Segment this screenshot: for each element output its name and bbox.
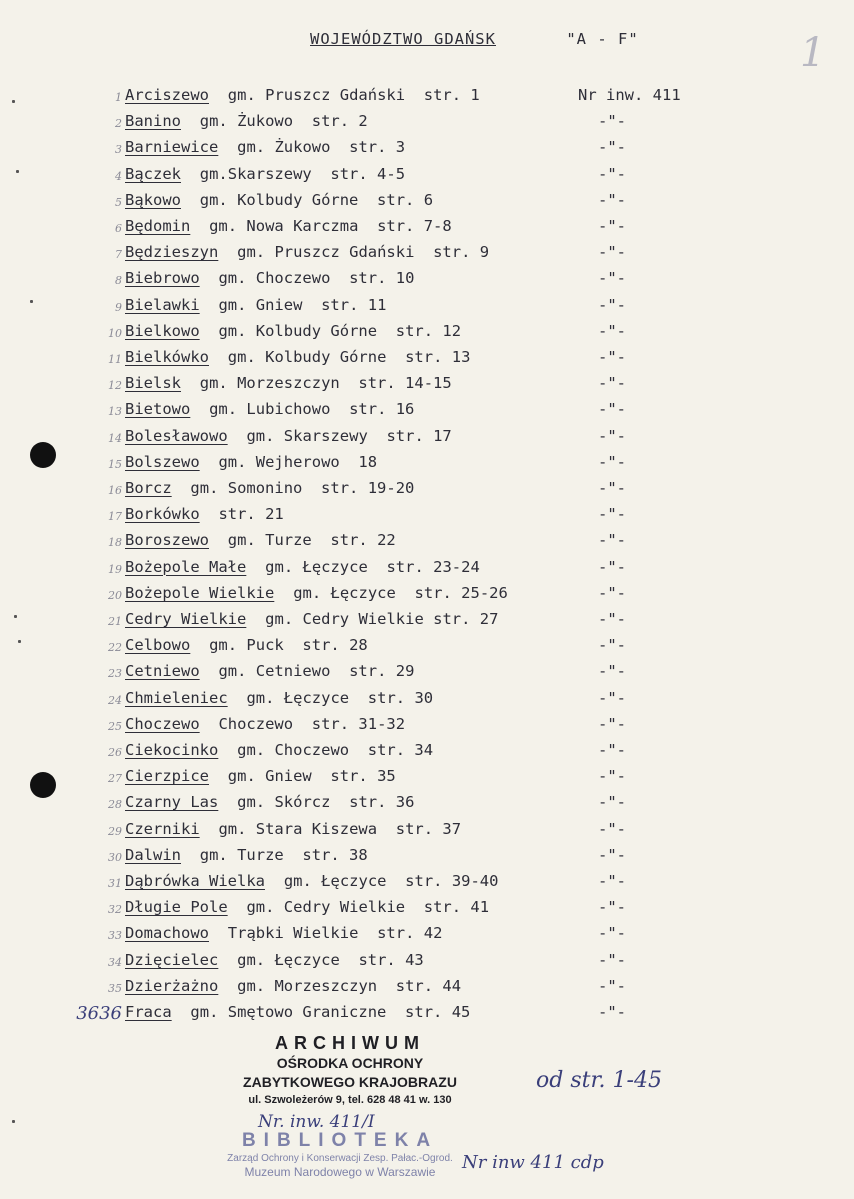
place-details: gm. Turze str. 22 (227, 531, 396, 550)
row-number: 17 (108, 510, 122, 524)
library-stamp-line-3: Muzeum Narodowego w Warszawie (244, 1165, 436, 1179)
place-name: Bączek (125, 164, 181, 183)
row-number: 34 (108, 955, 122, 969)
row-number: 4 (115, 169, 122, 183)
ditto-mark: -"- (598, 217, 626, 235)
ditto-mark: -"- (598, 505, 626, 524)
ditto-mark: -"- (598, 400, 626, 419)
place-name: Bielkowo (125, 321, 200, 340)
list-item (0, 86, 854, 110)
ditto-mark: -"- (598, 479, 626, 497)
row-number: 16 (108, 484, 122, 497)
place-name: Bożepole Małe (125, 557, 247, 576)
place-name: Banino (125, 112, 181, 131)
ditto-mark: -"- (598, 662, 626, 681)
row-number: 15 (108, 457, 122, 471)
place-details: gm. Żukowo str. 2 (199, 112, 368, 131)
row-number: 9 (115, 300, 122, 314)
place-name: Domachowo (125, 924, 209, 943)
row-number: 29 (108, 824, 122, 838)
place-details: gm. Skarszewy str. 17 (246, 426, 452, 445)
stamp-line-4: ul. Szwoleżerów 9, tel. 628 48 41 w. 130 (248, 1094, 452, 1106)
place-name: Będomin (125, 217, 191, 235)
margin-mark (16, 170, 19, 173)
place-details: gm. Kolbudy Górne str. 12 (218, 321, 462, 340)
place-details: gm. Łęczyce str. 30 (246, 688, 434, 707)
list-item (0, 820, 854, 844)
row-number: 33 (108, 929, 122, 943)
ditto-mark: -"- (598, 688, 626, 707)
list-item (0, 348, 854, 372)
ditto-mark: -"- (598, 243, 626, 262)
stamp-line-2: OŚRODKA OCHRONY (276, 1055, 424, 1071)
row-number: 5 (115, 195, 122, 209)
row-number: 8 (115, 274, 122, 288)
place-details: gm. Cetniewo str. 29 (218, 662, 415, 681)
place-name: Bielkówko (125, 348, 209, 366)
place-details: Trąbki Wielkie str. 42 (227, 924, 443, 943)
place-name: Barniewice (125, 138, 219, 157)
margin-mark (18, 640, 21, 643)
row-number: 24 (108, 693, 122, 707)
row-number: 27 (108, 772, 122, 786)
library-stamp-line-1: BIBLIOTEKA (241, 1130, 439, 1151)
voivodeship-title: WOJEWÓDZTWO GDAŃSK (310, 30, 496, 48)
list-item (0, 191, 854, 215)
stamp-line-3: ZABYTKOWEGO KRAJOBRAZU (243, 1074, 457, 1090)
place-name: Fraca (125, 1003, 172, 1021)
place-name: Będzieszyn (125, 243, 219, 262)
place-name: Biebrowo (125, 269, 200, 288)
row-number: 12 (108, 379, 122, 393)
list-item (0, 662, 854, 686)
place-name: Bolszewo (125, 452, 200, 471)
place-name: Bożepole Wielkie (125, 583, 275, 602)
place-details: gm. Nowa Karczma str. 7-8 (209, 217, 452, 235)
place-name: Cierzpice (125, 767, 209, 786)
inventory-number: Nr inw. 411 (578, 86, 681, 104)
ditto-mark: -"- (598, 845, 626, 864)
place-name: Borkówko (125, 505, 200, 524)
list-item (0, 715, 854, 739)
list-item (0, 243, 854, 267)
handwritten-copy-note: Nr inw 411 cdp (462, 1152, 604, 1173)
place-name: Borcz (125, 479, 172, 497)
ditto-mark: -"- (598, 610, 626, 628)
list-item (0, 138, 854, 162)
list-item (0, 741, 854, 765)
ditto-mark: -"- (598, 112, 626, 131)
ditto-mark: -"- (598, 872, 626, 890)
archive-stamp (200, 1033, 500, 1106)
row-number: 32 (108, 903, 122, 917)
ditto-mark: -"- (598, 452, 626, 471)
row-number: 31 (108, 877, 122, 890)
row-number: 6 (115, 222, 122, 235)
ditto-mark: -"- (598, 557, 626, 576)
row-number: 14 (108, 431, 122, 445)
place-name: Bielsk (125, 374, 181, 393)
library-stamp-line-2: Zarząd Ochrony i Konserwacji Zesp. Pałac.-Ogrod. (227, 1153, 453, 1164)
ditto-mark: -"- (598, 138, 626, 157)
ditto-mark: -"- (598, 531, 626, 550)
place-details: gm. Cedry Wielkie str. 41 (246, 898, 490, 917)
ditto-mark: -"- (598, 295, 626, 314)
row-number: 7 (115, 248, 122, 262)
place-details: gm. Pruszcz Gdański str. 1 (227, 86, 480, 104)
row-number: 10 (108, 326, 122, 340)
list-item (0, 531, 854, 555)
margin-mark (30, 300, 33, 303)
handwritten-inventory: Nr. inw. 411/I (258, 1112, 375, 1132)
ditto-mark: -"- (598, 793, 626, 812)
list-item (0, 610, 854, 634)
row-number: 25 (108, 719, 122, 733)
place-name: Choczewo (125, 714, 200, 733)
row-number: 26 (108, 746, 122, 759)
ditto-mark: -"- (598, 426, 626, 445)
place-details: gm. Somonino str. 19-20 (190, 479, 415, 497)
place-details: gm. Łęczyce str. 25-26 (293, 583, 508, 602)
ditto-mark: -"- (598, 1003, 626, 1021)
list-item (0, 453, 854, 477)
list-item (0, 793, 854, 817)
ditto-mark: -"- (598, 976, 626, 995)
place-name: Chmieleniec (125, 688, 228, 707)
place-name: Cetniewo (125, 662, 200, 681)
place-details: gm. Stara Kiszewa str. 37 (218, 819, 462, 838)
place-details: gm. Gniew str. 11 (218, 295, 387, 314)
ditto-mark: -"- (598, 269, 626, 288)
ditto-mark: -"- (598, 898, 626, 917)
place-details: gm. Łęczyce str. 43 (237, 950, 424, 969)
margin-mark (12, 100, 15, 103)
list-item (0, 558, 854, 582)
row-number: 20 (108, 588, 122, 602)
ditto-mark: -"- (598, 348, 626, 366)
ditto-mark: -"- (598, 714, 626, 733)
ditto-mark: -"- (598, 924, 626, 943)
handwritten-page-range: od str. 1-45 (536, 1068, 662, 1093)
place-details: gm. Kolbudy Górne str. 6 (199, 190, 434, 209)
ditto-mark: -"- (598, 583, 626, 602)
list-item (0, 505, 854, 529)
place-details: gm. Gniew str. 35 (227, 767, 396, 786)
list-item (0, 951, 854, 975)
place-details: gm. Wejherowo 18 (218, 452, 378, 471)
list-item (0, 977, 854, 1001)
ditto-mark: -"- (598, 321, 626, 340)
row-number: 18 (108, 536, 122, 550)
list-item (0, 322, 854, 346)
place-details: gm. Pruszcz Gdański str. 9 (237, 243, 490, 262)
place-details: gm. Kolbudy Górne str. 13 (227, 348, 471, 366)
punch-hole-bottom (30, 772, 56, 798)
list-item (0, 872, 854, 896)
place-details: gm. Morzeszczyn str. 44 (237, 976, 462, 995)
place-name: Celbowo (125, 636, 191, 655)
row-number: 19 (108, 562, 122, 576)
place-details: gm. Cedry Wielkie str. 27 (265, 610, 499, 628)
list-item (0, 924, 854, 948)
list-item (0, 217, 854, 241)
place-details: gm. Żukowo str. 3 (237, 138, 406, 157)
list-item (0, 400, 854, 424)
row-number: 3636 (76, 1003, 122, 1024)
place-name: Czarny Las (125, 793, 219, 812)
list-item (0, 584, 854, 608)
row-number: 23 (108, 667, 122, 681)
place-details: gm.Skarszewy str. 4-5 (199, 164, 406, 183)
place-details: gm. Łęczyce str. 23-24 (265, 557, 480, 576)
row-number: 11 (108, 353, 122, 366)
place-details: str. 21 (218, 505, 284, 524)
list-item (0, 269, 854, 293)
row-number: 22 (108, 641, 122, 655)
corner-page-number: 1 (800, 30, 826, 76)
list-item (0, 296, 854, 320)
list-item (0, 479, 854, 503)
place-details: gm. Turze str. 38 (199, 845, 368, 864)
punch-hole-top (30, 442, 56, 468)
library-stamp (215, 1130, 465, 1180)
ditto-mark: -"- (598, 190, 626, 209)
place-details: gm. Morzeszczyn str. 14-15 (199, 374, 452, 393)
stamp-line-1: ARCHIWUM (275, 1033, 425, 1053)
list-item (0, 689, 854, 713)
place-name: Bolesławowo (125, 426, 228, 445)
document-header (310, 30, 639, 48)
place-name: Boroszewo (125, 531, 209, 550)
place-details: Choczewo str. 31-32 (218, 714, 406, 733)
row-number: 30 (108, 850, 122, 864)
place-details: gm. Skórcz str. 36 (237, 793, 415, 812)
place-name: Dalwin (125, 845, 181, 864)
list-item (0, 165, 854, 189)
list-item (0, 636, 854, 660)
list-item (0, 898, 854, 922)
ditto-mark: -"- (598, 767, 626, 786)
row-number: 13 (108, 405, 122, 419)
ditto-mark: -"- (598, 741, 626, 759)
place-name: Dzięcielec (125, 950, 219, 969)
list-item (0, 112, 854, 136)
place-name: Dąbrówka Wielka (125, 872, 265, 890)
place-details: gm. Choczewo str. 10 (218, 269, 415, 288)
list-item (0, 767, 854, 791)
row-number: 3 (115, 143, 122, 157)
ditto-mark: -"- (598, 950, 626, 969)
row-number: 28 (108, 798, 122, 812)
ditto-mark: -"- (598, 819, 626, 838)
ditto-mark: -"- (598, 636, 626, 655)
place-name: Arciszewo (125, 86, 209, 104)
ditto-mark: -"- (598, 374, 626, 393)
list-item (0, 374, 854, 398)
place-name: Bietowo (125, 400, 191, 419)
letter-range: "A - F" (566, 30, 639, 48)
place-name: Dzierżażno (125, 976, 219, 995)
list-item (0, 427, 854, 451)
place-name: Czerniki (125, 819, 200, 838)
row-number: 35 (108, 981, 122, 995)
place-details: gm. Choczewo str. 34 (237, 741, 434, 759)
row-number: 1 (115, 91, 122, 104)
place-name: Bielawki (125, 295, 200, 314)
place-details: gm. Smętowo Graniczne str. 45 (190, 1003, 471, 1021)
place-details: gm. Lubichowo str. 16 (209, 400, 415, 419)
place-details: gm. Puck str. 28 (209, 636, 368, 655)
margin-mark (12, 1120, 15, 1123)
list-item (0, 846, 854, 870)
place-name: Długie Pole (125, 898, 228, 917)
ditto-mark: -"- (598, 164, 626, 183)
row-number: 2 (115, 117, 122, 131)
margin-mark (14, 615, 17, 618)
place-name: Cedry Wielkie (125, 610, 247, 628)
place-details: gm. Łęczyce str. 39-40 (283, 872, 499, 890)
row-number: 21 (108, 615, 122, 628)
place-name: Ciekocinko (125, 741, 219, 759)
place-name: Bąkowo (125, 190, 181, 209)
list-item (0, 1003, 854, 1027)
